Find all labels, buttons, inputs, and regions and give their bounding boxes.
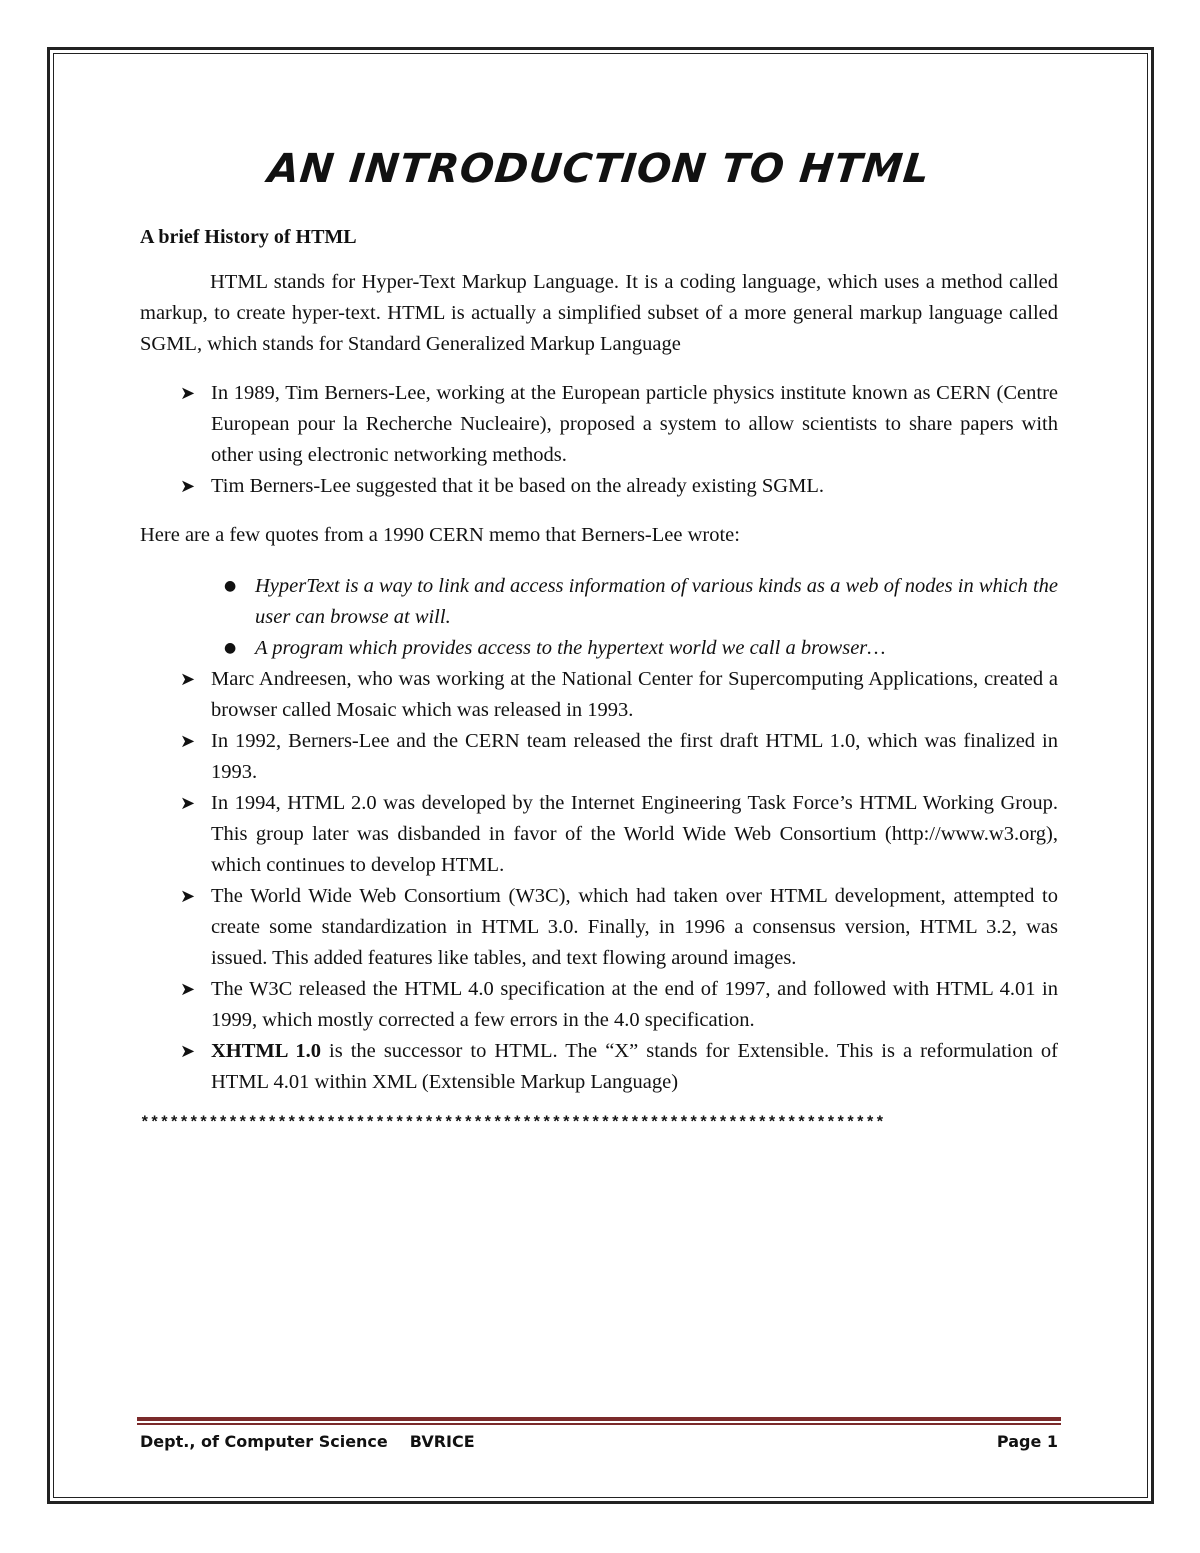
quote-item: ● A program which provides access to the hypertext world we call a browser… <box>140 633 1058 664</box>
quote-item: ● HyperText is a way to link and access information of various kinds as a web of nodes in which the user can browse at will. <box>140 571 1058 633</box>
footer-left <box>140 1432 497 1451</box>
arrow-bullet-icon: ➤ <box>180 886 196 907</box>
list-item: ➤ In 1994, HTML 2.0 was developed by the Internet Engineering Task Force’s HTML Working Group. This group later was disbanded in favor of the World Wide Web Consortium (http://www.w3.org), which continues to develop HTML. <box>140 788 1058 881</box>
quote-list <box>140 571 1058 664</box>
footer-department: Dept., of Computer Science <box>140 1432 388 1451</box>
section-heading: A brief History of HTML <box>140 226 357 248</box>
arrow-bullet-icon: ➤ <box>180 383 196 404</box>
list-item: ➤ XHTML 1.0 is the successor to HTML. The “X” stands for Extensible. This is a reformulation of HTML 4.01 within XML (Extensible Markup Language) <box>140 1036 1058 1098</box>
arrow-bullet-icon: ➤ <box>180 731 196 752</box>
dot-bullet-icon: ● <box>224 640 237 656</box>
intro-paragraph: HTML stands for Hyper-Text Markup Language. It is a coding language, which uses a method called markup, to create hyper-text. HTML is actually a simplified subset of a more general markup language called SGML, which stands for Standard Generalized Markup Language <box>140 271 1058 355</box>
footer-rule <box>137 1417 1061 1421</box>
document-body <box>140 140 1058 1132</box>
footer-institution: BVRICE <box>409 1432 475 1451</box>
list-item: ➤ In 1989, Tim Berners-Lee, working at the European particle physics institute known as CERN (Centre European pour la Recherche Nucleaire), proposed a system to allow scientists to share papers with other using electronic networking methods. <box>140 378 1058 471</box>
arrow-bullet-icon: ➤ <box>180 793 196 814</box>
page-title: AN INTRODUCTION TO HTML <box>265 146 933 192</box>
list-item: ➤ Tim Berners-Lee suggested that it be based on the already existing SGML. <box>140 471 1058 502</box>
list-item: ➤ The World Wide Web Consortium (W3C), which had taken over HTML development, attempted to create some standardization in HTML 3.0. Finally, in 1996 a consensus version, HTML 3.2, was issued. This added features like tables, and text flowing around images. <box>140 881 1058 974</box>
arrow-bullet-icon: ➤ <box>180 476 196 497</box>
quotes-intro: Here are a few quotes from a 1990 CERN memo that Berners-Lee wrote: <box>140 524 740 546</box>
list-item: ➤ The W3C released the HTML 4.0 specification at the end of 1997, and followed with HTML 4.01 in 1999, which mostly corrected a few errors in the 4.0 specification. <box>140 974 1058 1036</box>
arrow-bullet-icon: ➤ <box>180 669 196 690</box>
history-list-2 <box>140 664 1058 1098</box>
arrow-bullet-icon: ➤ <box>180 979 196 1000</box>
page-number: Page 1 <box>996 1432 1058 1451</box>
arrow-bullet-icon: ➤ <box>180 1041 196 1062</box>
history-list-1 <box>140 378 1058 502</box>
dot-bullet-icon: ● <box>224 578 237 594</box>
list-item: ➤ Marc Andreesen, who was working at the National Center for Supercomputing Applications, created a browser called Mosaic which was released in 1993. <box>140 664 1058 726</box>
separator-line: **************************************************************************** <box>140 1114 885 1132</box>
list-item: ➤ In 1992, Berners-Lee and the CERN team released the first draft HTML 1.0, which was finalized in 1993. <box>140 726 1058 788</box>
page-footer <box>140 1432 1058 1451</box>
footer-rule-thin <box>137 1423 1061 1425</box>
xhtml-term: XHTML 1.0 <box>211 1040 321 1062</box>
